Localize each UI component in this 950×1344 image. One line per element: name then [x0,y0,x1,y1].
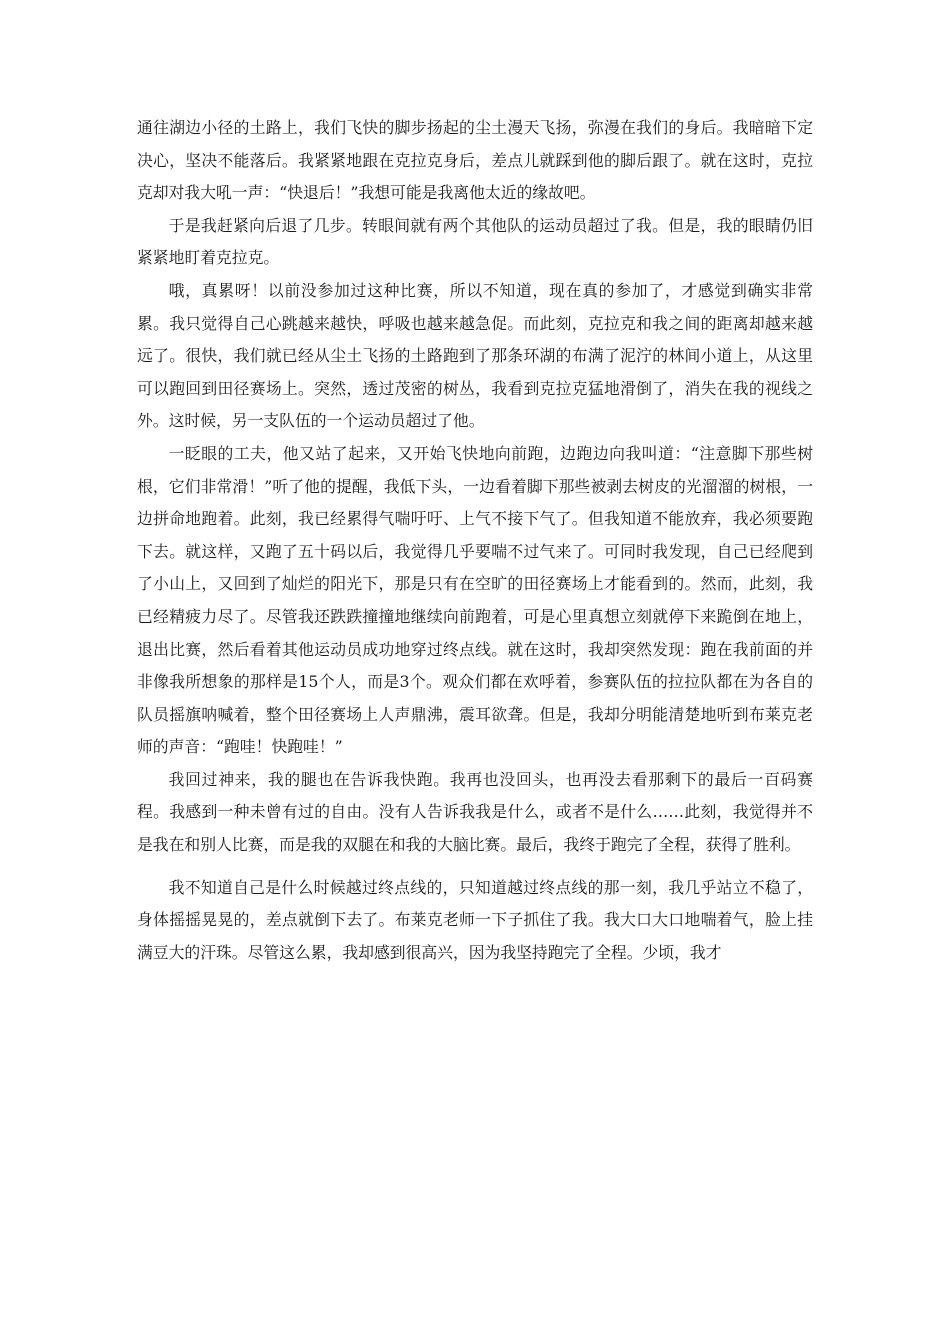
paragraph-3: 哦，真累呀！以前没参加过这种比赛，所以不知道，现在真的参加了，才感觉到确实非常累。我只觉得自己心跳越来越快，呼吸也越来越急促。而此刻，克拉克和我之间的距离却越来越远了。很快，我们就已经从尘土飞扬的土路跑到了那条环湖的布满了泥泞的林间小道上，从这里可以跑回到田径赛场上。突然，透过茂密的树丛，我看到克拉克猛地滑倒了，消失在我的视线之外。这时候，另一支队伍的一个运动员超过了他。 [137,280,813,431]
paragraph-1: 通往湖边小径的土路上，我们飞快的脚步扬起的尘土漫天飞扬，弥漫在我们的身后。我暗暗下定决心，坚决不能落后。我紧紧地跟在克拉克身后，差点儿就踩到他的脚后跟了。就在这时，克拉克却对我大吼一声：“快退后！”我想可能是我离他太近的缘故吧。 [137,118,813,203]
paragraph-2: 于是我赶紧向后退了几步。转眼间就有两个其他队的运动员超过了我。但是，我的眼睛仍旧紧紧地盯着克拉克。 [137,215,813,268]
paragraph-gap [137,862,813,872]
paragraph-5: 我回过神来，我的腿也在告诉我快跑。我再也没回头，也再没去看那剩下的最后一百码赛程。我感到一种未曾有过的自由。没有人告诉我我是什么，或者不是什么……此刻，我觉得并不是我在和别人比赛，而是我的双腿在和我的大脑比赛。最后，我终于跑完了全程，获得了胜利。 [137,769,813,855]
paragraph-6: 我不知道自己是什么时候越过终点线的，只知道越过终点线的那一刻，我几乎站立不稳了，身体摇摇晃晃的，差点就倒下去了。布莱克老师一下子抓住了我。我大口大口地喘着气，脸上挂满豆大的汗珠。尽管这么累，我却感到很高兴，因为我坚持跑完了全程。少顷，我才 [137,877,813,962]
paragraph-4: 一眨眼的工夫，他又站了起来，又开始飞快地向前跑，边跑边向我叫道：“注意脚下那些树根，它们非常滑！”听了他的提醒，我低下头，一边看着脚下那些被剥去树皮的光溜溜的树根，一边拼命地跑着。此刻，我已经累得气喘吁吁、上气不接下气了。但我知道不能放弃，我必须要跑下去。就这样，又跑了五十码以后，我觉得几乎要喘不过气来了。可同时我发现，自己已经爬到了小山上，又回到了灿烂的阳光下，那是只有在空旷的田径赛场上才能看到的。然而，此刻，我已经精疲力尽了。尽管我还跌跌撞撞地继续向前跑着，可是心里真想立刻就停下来跪倒在地上，退出比赛，然后看着其他运动员成功地穿过终点线。就在这时，我却突然发现：跑在我前面的并非像我所想象的那样是15个人，而是3个。观众们都在欢呼着，参赛队伍的拉拉队都在为各自的队员摇旗呐喊着，整个田径赛场上人声鼎沸，震耳欲聋。但是，我却分明能清楚地听到布莱克老师的声音：“跑哇！快跑哇！” [137,443,813,757]
document-page [137,112,813,969]
